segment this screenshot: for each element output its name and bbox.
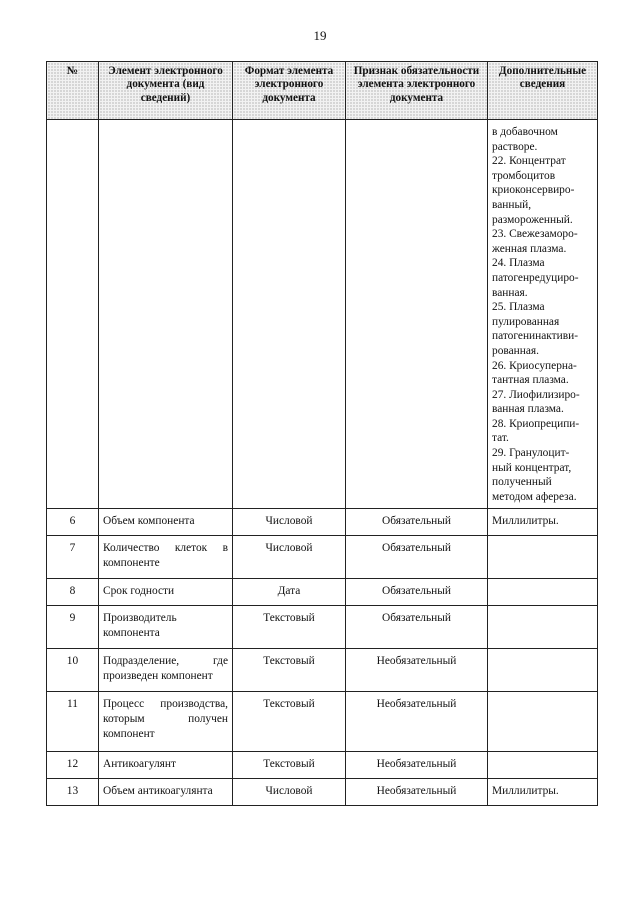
extra-line: растворе.: [492, 140, 538, 153]
header-extra: Дополнительные сведения: [488, 62, 598, 120]
extra-line: полученный: [492, 476, 552, 489]
extra-line: в добавочном: [492, 126, 558, 138]
extra-line: 24. Плазма: [492, 257, 545, 270]
cell-format: Текстовый: [233, 606, 346, 649]
table-row: [47, 579, 598, 606]
cell-extra-continued: [488, 120, 598, 509]
cell-required: Необязательный: [346, 649, 488, 692]
cell-num: 12: [47, 752, 99, 779]
table-row-continued: [47, 120, 598, 509]
header-num: №: [47, 62, 99, 120]
cell-element: Объем антикоагулянта: [99, 779, 233, 806]
extra-line: ванная плазма.: [492, 403, 564, 416]
extra-line: рованная.: [492, 344, 540, 357]
cell-element: Количество клеток в компоненте: [99, 536, 233, 579]
cell-format: Числовой: [233, 509, 346, 536]
elements-table: [46, 61, 598, 806]
cell-num: 7: [47, 536, 99, 579]
cell-extra: Миллилитры.: [488, 779, 598, 806]
cell-required: Обязательный: [346, 536, 488, 579]
table-row: [47, 649, 598, 692]
cell-required: Обязательный: [346, 509, 488, 536]
cell-required: Необязательный: [346, 752, 488, 779]
cell-element: Производитель компонента: [99, 606, 233, 649]
extra-line: 29. Гранулоцит-: [492, 447, 570, 460]
cell-format: Текстовый: [233, 752, 346, 779]
extra-line: 26. Криосуперна-: [492, 359, 577, 372]
cell-element: Процесс производства, которым получен компонент: [99, 692, 233, 752]
extra-line: пулированная: [492, 315, 560, 328]
cell-required: Обязательный: [346, 579, 488, 606]
cell-extra: [488, 752, 598, 779]
header-row: [47, 62, 598, 120]
extra-line: ванный,: [492, 198, 532, 211]
cell-num: [47, 120, 99, 509]
cell-num: 9: [47, 606, 99, 649]
cell-element: Подразделение, где произведен компонент: [99, 649, 233, 692]
cell-format: Текстовый: [233, 649, 346, 692]
cell-format: Текстовый: [233, 692, 346, 752]
cell-required: Обязательный: [346, 606, 488, 649]
extra-line: женная плазма.: [492, 242, 567, 255]
extra-line: методом афереза.: [492, 490, 577, 503]
table-row: [47, 536, 598, 579]
cell-extra: Миллилитры.: [488, 509, 598, 536]
table-row: [47, 752, 598, 779]
cell-format: Дата: [233, 579, 346, 606]
page-number: 19: [313, 28, 327, 43]
cell-element: Срок годности: [99, 579, 233, 606]
cell-num: 6: [47, 509, 99, 536]
cell-extra: [488, 649, 598, 692]
cell-required: Необязательный: [346, 692, 488, 752]
extra-line: криоконсервиро-: [492, 184, 575, 197]
cell-element: Антикоагулянт: [99, 752, 233, 779]
extra-line: 23. Свежезаморо-: [492, 228, 578, 241]
cell-required: Необязательный: [346, 779, 488, 806]
extra-line: размороженный.: [492, 213, 573, 226]
cell-extra: [488, 536, 598, 579]
cell-element: [99, 120, 233, 509]
header-format: Формат элемента электронного документа: [233, 62, 346, 120]
header-required: Признак обязательности элемента электронного документа: [346, 62, 488, 120]
table-row: [47, 509, 598, 536]
cell-required: [346, 120, 488, 509]
table-body: [47, 120, 598, 806]
extra-line: тантная плазма.: [492, 374, 569, 387]
cell-element: Объем компонента: [99, 509, 233, 536]
table-row: [47, 606, 598, 649]
table-row: [47, 779, 598, 806]
extra-line: ный концентрат,: [492, 461, 572, 474]
extra-line: патогенинактиви-: [492, 330, 579, 343]
table-header: [47, 62, 598, 120]
cell-format: Числовой: [233, 779, 346, 806]
cell-num: 11: [47, 692, 99, 752]
cell-extra: [488, 579, 598, 606]
extra-line: 27. Лиофилизиро-: [492, 388, 580, 401]
extra-line: 22. Концентрат: [492, 155, 566, 168]
cell-num: 10: [47, 649, 99, 692]
cell-num: 13: [47, 779, 99, 806]
cell-extra: [488, 692, 598, 752]
cell-format: [233, 120, 346, 509]
extra-line: 28. Криопреципи-: [492, 417, 580, 430]
extra-line: тромбоцитов: [492, 169, 556, 182]
cell-format: Числовой: [233, 536, 346, 579]
extra-line: патогенредуциро-: [492, 271, 579, 284]
table-row: [47, 692, 598, 752]
cell-num: 8: [47, 579, 99, 606]
extra-line: тат.: [492, 432, 509, 445]
cell-extra: [488, 606, 598, 649]
header-element: Элемент электронного документа (вид сведений): [99, 62, 233, 120]
extra-line: ванная.: [492, 286, 528, 299]
extra-line: 25. Плазма: [492, 301, 545, 314]
